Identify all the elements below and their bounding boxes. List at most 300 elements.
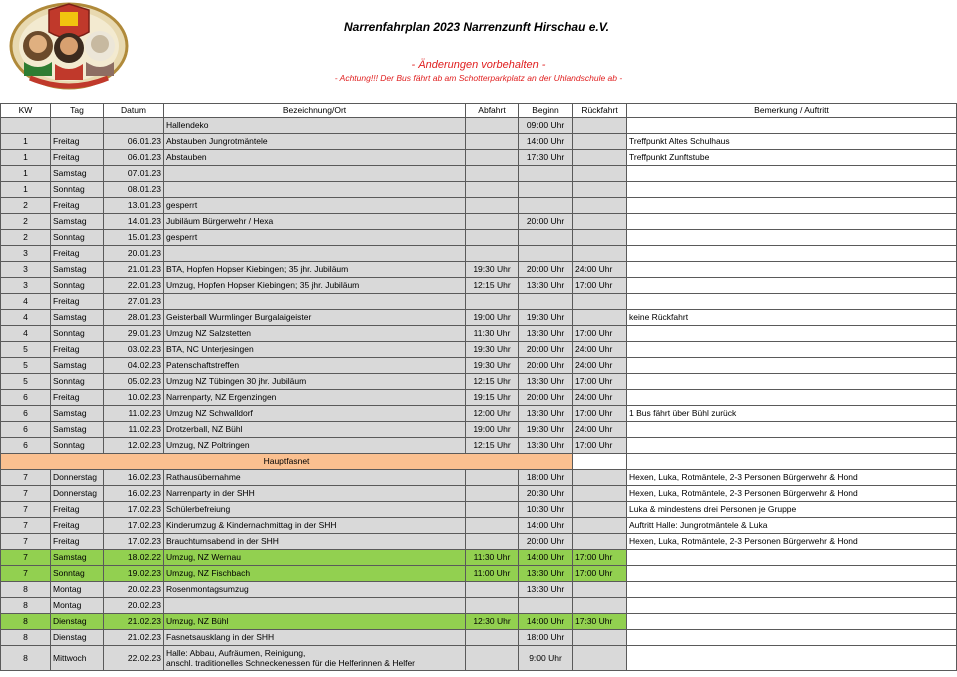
section-row — [1, 454, 957, 470]
cell-tag: Dienstag — [51, 630, 104, 646]
table-row — [1, 534, 957, 550]
table-row — [1, 390, 957, 406]
cell-tag: Samstag — [51, 310, 104, 326]
cell-bemerkung: Treffpunkt Altes Schulhaus — [627, 134, 957, 150]
cell-bezeichnung: Umzug NZ Tübingen 30 jhr. Jubiläum — [164, 374, 466, 390]
cell-bezeichnung: Abstauben Jungrotmäntele — [164, 134, 466, 150]
cell-rueckfahrt — [573, 534, 627, 550]
cell-abfahrt — [466, 182, 519, 198]
cell-beginn: 13:30 Uhr — [519, 438, 573, 454]
cell-bemerkung — [627, 438, 957, 454]
cell-abfahrt — [466, 534, 519, 550]
cell-rueckfahrt — [573, 470, 627, 486]
cell-tag: Sonntag — [51, 182, 104, 198]
cell-bezeichnung: Hallendeko — [164, 118, 466, 134]
cell-kw — [1, 118, 51, 134]
cell-kw: 2 — [1, 198, 51, 214]
cell-datum: 20.02.23 — [104, 582, 164, 598]
cell-datum: 14.01.23 — [104, 214, 164, 230]
cell-tag: Freitag — [51, 534, 104, 550]
cell-kw: 5 — [1, 374, 51, 390]
cell-tag: Sonntag — [51, 326, 104, 342]
cell-kw: 7 — [1, 534, 51, 550]
cell-abfahrt: 19:30 Uhr — [466, 358, 519, 374]
cell-datum: 19.02.23 — [104, 566, 164, 582]
schedule-table — [0, 103, 957, 671]
cell-datum: 05.02.23 — [104, 374, 164, 390]
cell-beginn: 20:00 Uhr — [519, 390, 573, 406]
cell-datum: 27.01.23 — [104, 294, 164, 310]
cell-rueckfahrt: 17:00 Uhr — [573, 326, 627, 342]
cell-rueckfahrt — [573, 598, 627, 614]
cell-rueckfahrt — [573, 182, 627, 198]
table-row — [1, 614, 957, 630]
cell-bemerkung: keine Rückfahrt — [627, 310, 957, 326]
cell-beginn: 13:30 Uhr — [519, 374, 573, 390]
cell-rueckfahrt — [573, 630, 627, 646]
cell-datum: 11.02.23 — [104, 406, 164, 422]
table-row — [1, 438, 957, 454]
cell-datum: 17.02.23 — [104, 502, 164, 518]
cell-datum: 29.01.23 — [104, 326, 164, 342]
cell-datum: 07.01.23 — [104, 166, 164, 182]
cell-tag: Freitag — [51, 390, 104, 406]
cell-tag: Sonntag — [51, 278, 104, 294]
section-filler — [573, 454, 627, 470]
cell-datum: 16.02.23 — [104, 470, 164, 486]
cell-kw: 1 — [1, 166, 51, 182]
cell-bemerkung — [627, 390, 957, 406]
cell-rueckfahrt: 24:00 Uhr — [573, 358, 627, 374]
cell-bezeichnung: Brauchtumsabend in der SHH — [164, 534, 466, 550]
cell-kw: 1 — [1, 134, 51, 150]
cell-beginn: 13:30 Uhr — [519, 326, 573, 342]
table-row — [1, 518, 957, 534]
column-header-bezeichnung: Bezeichnung/Ort — [164, 104, 466, 118]
cell-bezeichnung: gesperrt — [164, 198, 466, 214]
table-row — [1, 406, 957, 422]
cell-tag: Freitag — [51, 518, 104, 534]
cell-bezeichnung — [164, 166, 466, 182]
cell-datum: 20.02.23 — [104, 598, 164, 614]
cell-rueckfahrt — [573, 198, 627, 214]
cell-kw: 3 — [1, 262, 51, 278]
cell-abfahrt: 12:15 Uhr — [466, 438, 519, 454]
cell-bezeichnung: Patenschaftstreffen — [164, 358, 466, 374]
cell-tag: Samstag — [51, 166, 104, 182]
cell-datum: 17.02.23 — [104, 518, 164, 534]
cell-bezeichnung: BTA, NC Unterjesingen — [164, 342, 466, 358]
cell-rueckfahrt: 24:00 Uhr — [573, 262, 627, 278]
table-row — [1, 342, 957, 358]
cell-rueckfahrt — [573, 150, 627, 166]
cell-beginn: 10:30 Uhr — [519, 502, 573, 518]
cell-datum: 21.01.23 — [104, 262, 164, 278]
cell-beginn: 19:30 Uhr — [519, 422, 573, 438]
cell-bezeichnung: Umzug NZ Salzstetten — [164, 326, 466, 342]
cell-beginn: 09:00 Uhr — [519, 118, 573, 134]
cell-rueckfahrt: 24:00 Uhr — [573, 422, 627, 438]
cell-kw: 6 — [1, 390, 51, 406]
cell-bemerkung — [627, 198, 957, 214]
cell-rueckfahrt: 17:30 Uhr — [573, 614, 627, 630]
cell-beginn — [519, 198, 573, 214]
cell-bezeichnung — [164, 246, 466, 262]
cell-bezeichnung-line2: anschl. traditionelles Schneckenessen für die Helferinnen & Helfer — [166, 658, 415, 668]
cell-tag — [51, 118, 104, 134]
cell-beginn: 20:00 Uhr — [519, 358, 573, 374]
cell-bemerkung — [627, 166, 957, 182]
cell-beginn — [519, 598, 573, 614]
cell-beginn — [519, 230, 573, 246]
cell-tag: Dienstag — [51, 614, 104, 630]
cell-kw: 1 — [1, 150, 51, 166]
cell-abfahrt — [466, 166, 519, 182]
cell-bezeichnung: Umzug, Hopfen Hopser Kiebingen; 35 jhr. Jubiläum — [164, 278, 466, 294]
cell-abfahrt — [466, 502, 519, 518]
cell-bemerkung: 1 Bus fährt über Bühl zurück — [627, 406, 957, 422]
cell-bemerkung — [627, 630, 957, 646]
cell-bemerkung: Hexen, Luka, Rotmäntele, 2-3 Personen Bürgerwehr & Hond — [627, 534, 957, 550]
cell-rueckfahrt — [573, 118, 627, 134]
column-header-tag: Tag — [51, 104, 104, 118]
cell-bezeichnung: Umzug NZ Schwalldorf — [164, 406, 466, 422]
section-filler — [627, 454, 957, 470]
cell-rueckfahrt — [573, 518, 627, 534]
cell-bezeichnung-line1: Halle: Abbau, Aufräumen, Reinigung, — [166, 648, 306, 658]
table-row — [1, 502, 957, 518]
cell-kw: 1 — [1, 182, 51, 198]
cell-beginn: 20:00 Uhr — [519, 262, 573, 278]
table-row — [1, 118, 957, 134]
cell-datum: 11.02.23 — [104, 422, 164, 438]
cell-beginn: 13:30 Uhr — [519, 566, 573, 582]
cell-kw: 8 — [1, 630, 51, 646]
cell-tag: Sonntag — [51, 438, 104, 454]
cell-bezeichnung: Abstauben — [164, 150, 466, 166]
cell-bezeichnung — [164, 598, 466, 614]
cell-bezeichnung: Jubiläum Bürgerwehr / Hexa — [164, 214, 466, 230]
cell-kw: 4 — [1, 326, 51, 342]
cell-tag: Samstag — [51, 422, 104, 438]
section-label: Hauptfasnet — [1, 454, 573, 470]
table-row — [1, 230, 957, 246]
cell-bezeichnung: Umzug, NZ Fischbach — [164, 566, 466, 582]
bus-departure-notice: - Achtung!!! Der Bus fährt ab am Schotterparkplatz an der Uhlandschule ab - — [334, 73, 623, 83]
cell-abfahrt — [466, 246, 519, 262]
cell-datum: 08.01.23 — [104, 182, 164, 198]
cell-kw: 4 — [1, 294, 51, 310]
cell-beginn: 14:00 Uhr — [519, 134, 573, 150]
cell-tag: Freitag — [51, 134, 104, 150]
cell-beginn: 17:30 Uhr — [519, 150, 573, 166]
cell-kw: 7 — [1, 550, 51, 566]
cell-abfahrt: 12:30 Uhr — [466, 614, 519, 630]
cell-kw: 5 — [1, 342, 51, 358]
cell-datum: 04.02.23 — [104, 358, 164, 374]
cell-beginn — [519, 246, 573, 262]
cell-bezeichnung: Rathausübernahme — [164, 470, 466, 486]
cell-bezeichnung: Geisterball Wurmlinger Burgalaigeister — [164, 310, 466, 326]
table-row — [1, 278, 957, 294]
cell-tag: Donnerstag — [51, 470, 104, 486]
cell-rueckfahrt: 17:00 Uhr — [573, 550, 627, 566]
cell-datum: 28.01.23 — [104, 310, 164, 326]
cell-bemerkung — [627, 342, 957, 358]
cell-bemerkung — [627, 262, 957, 278]
cell-datum: 17.02.23 — [104, 534, 164, 550]
cell-kw: 6 — [1, 438, 51, 454]
cell-kw: 6 — [1, 406, 51, 422]
cell-beginn: 14:00 Uhr — [519, 550, 573, 566]
cell-abfahrt — [466, 518, 519, 534]
cell-beginn: 13:30 Uhr — [519, 582, 573, 598]
cell-abfahrt: 11:30 Uhr — [466, 326, 519, 342]
cell-bemerkung — [627, 646, 957, 671]
cell-tag: Freitag — [51, 246, 104, 262]
cell-tag: Samstag — [51, 214, 104, 230]
cell-rueckfahrt: 17:00 Uhr — [573, 566, 627, 582]
column-header-bemerkung: Bemerkung / Auftritt — [627, 104, 957, 118]
cell-bemerkung — [627, 422, 957, 438]
cell-abfahrt — [466, 118, 519, 134]
cell-bezeichnung — [164, 294, 466, 310]
cell-bezeichnung: BTA, Hopfen Hopser Kiebingen; 35 jhr. Jubiläum — [164, 262, 466, 278]
cell-rueckfahrt — [573, 646, 627, 671]
cell-rueckfahrt: 17:00 Uhr — [573, 374, 627, 390]
cell-abfahrt — [466, 486, 519, 502]
cell-beginn: 13:30 Uhr — [519, 278, 573, 294]
cell-datum: 21.02.23 — [104, 630, 164, 646]
cell-bezeichnung: Rosenmontagsumzug — [164, 582, 466, 598]
table-row — [1, 550, 957, 566]
cell-bemerkung — [627, 214, 957, 230]
cell-datum: 03.02.23 — [104, 342, 164, 358]
cell-abfahrt: 12:00 Uhr — [466, 406, 519, 422]
cell-kw: 3 — [1, 278, 51, 294]
cell-beginn — [519, 182, 573, 198]
cell-bezeichnung: Fasnetsausklang in der SHH — [164, 630, 466, 646]
cell-beginn — [519, 166, 573, 182]
cell-beginn: 14:00 Uhr — [519, 614, 573, 630]
cell-tag: Freitag — [51, 150, 104, 166]
cell-kw: 2 — [1, 214, 51, 230]
cell-tag: Samstag — [51, 550, 104, 566]
cell-beginn: 20:00 Uhr — [519, 342, 573, 358]
page-title: Narrenfahrplan 2023 Narrenzunft Hirschau e.V. — [344, 20, 609, 34]
cell-kw: 7 — [1, 486, 51, 502]
cell-beginn: 18:00 Uhr — [519, 630, 573, 646]
cell-bezeichnung — [164, 182, 466, 198]
cell-bemerkung — [627, 246, 957, 262]
cell-beginn: 20:30 Uhr — [519, 486, 573, 502]
cell-abfahrt: 19:00 Uhr — [466, 310, 519, 326]
cell-bemerkung — [627, 118, 957, 134]
cell-bezeichnung: Umzug, NZ Poltringen — [164, 438, 466, 454]
cell-datum: 21.02.23 — [104, 614, 164, 630]
table-row — [1, 470, 957, 486]
cell-abfahrt — [466, 630, 519, 646]
cell-rueckfahrt — [573, 166, 627, 182]
cell-tag: Samstag — [51, 406, 104, 422]
cell-beginn: 20:00 Uhr — [519, 214, 573, 230]
cell-bemerkung — [627, 278, 957, 294]
cell-datum: 16.02.23 — [104, 486, 164, 502]
cell-kw: 7 — [1, 566, 51, 582]
column-header-beginn: Beginn — [519, 104, 573, 118]
cell-rueckfahrt — [573, 230, 627, 246]
cell-abfahrt: 19:30 Uhr — [466, 262, 519, 278]
cell-rueckfahrt: 17:00 Uhr — [573, 406, 627, 422]
cell-tag: Donnerstag — [51, 486, 104, 502]
cell-bezeichnung: Schülerbefreiung — [164, 502, 466, 518]
cell-bemerkung: Auftritt Halle: Jungrotmäntele & Luka — [627, 518, 957, 534]
cell-bemerkung — [627, 614, 957, 630]
cell-bemerkung: Luka & mindestens drei Personen je Gruppe — [627, 502, 957, 518]
cell-bezeichnung: Drotzerball, NZ Bühl — [164, 422, 466, 438]
table-row — [1, 294, 957, 310]
cell-rueckfahrt: 17:00 Uhr — [573, 438, 627, 454]
cell-abfahrt: 12:15 Uhr — [466, 278, 519, 294]
table-row — [1, 150, 957, 166]
cell-tag: Samstag — [51, 262, 104, 278]
table-row — [1, 214, 957, 230]
cell-bemerkung — [627, 550, 957, 566]
table-row — [1, 134, 957, 150]
cell-abfahrt: 11:00 Uhr — [466, 566, 519, 582]
table-row — [1, 598, 957, 614]
table-row — [1, 262, 957, 278]
cell-abfahrt: 19:30 Uhr — [466, 342, 519, 358]
cell-bemerkung — [627, 374, 957, 390]
cell-datum: 13.01.23 — [104, 198, 164, 214]
table-row — [1, 486, 957, 502]
column-header-rueckfahrt: Rückfahrt — [573, 104, 627, 118]
table-row — [1, 646, 957, 671]
cell-rueckfahrt — [573, 502, 627, 518]
cell-tag: Freitag — [51, 198, 104, 214]
cell-kw: 8 — [1, 582, 51, 598]
cell-abfahrt: 19:00 Uhr — [466, 422, 519, 438]
table-row — [1, 422, 957, 438]
cell-rueckfahrt — [573, 134, 627, 150]
cell-kw: 7 — [1, 502, 51, 518]
cell-bemerkung — [627, 358, 957, 374]
table-row — [1, 582, 957, 598]
cell-bemerkung — [627, 598, 957, 614]
cell-rueckfahrt: 17:00 Uhr — [573, 278, 627, 294]
cell-rueckfahrt: 24:00 Uhr — [573, 342, 627, 358]
cell-beginn: 18:00 Uhr — [519, 470, 573, 486]
table-header-row — [1, 104, 957, 118]
cell-tag: Freitag — [51, 294, 104, 310]
cell-abfahrt — [466, 198, 519, 214]
cell-bezeichnung: Narrenparty in der SHH — [164, 486, 466, 502]
cell-tag: Montag — [51, 582, 104, 598]
cell-abfahrt — [466, 294, 519, 310]
cell-kw: 8 — [1, 614, 51, 630]
cell-datum: 18.02.22 — [104, 550, 164, 566]
cell-kw: 2 — [1, 230, 51, 246]
column-header-kw: KW — [1, 104, 51, 118]
changes-reserved-note: - Änderungen vorbehalten - — [411, 59, 546, 71]
cell-bezeichnung: gesperrt — [164, 230, 466, 246]
table-row — [1, 198, 957, 214]
cell-beginn: 13:30 Uhr — [519, 406, 573, 422]
cell-datum: 15.01.23 — [104, 230, 164, 246]
column-header-datum: Datum — [104, 104, 164, 118]
cell-abfahrt — [466, 582, 519, 598]
cell-bezeichnung: Umzug, NZ Wernau — [164, 550, 466, 566]
cell-rueckfahrt — [573, 246, 627, 262]
cell-beginn: 14:00 Uhr — [519, 518, 573, 534]
cell-datum: 06.01.23 — [104, 134, 164, 150]
cell-bezeichnung: Umzug, NZ Bühl — [164, 614, 466, 630]
table-row — [1, 310, 957, 326]
cell-rueckfahrt — [573, 294, 627, 310]
cell-datum: 10.02.23 — [104, 390, 164, 406]
cell-tag: Freitag — [51, 502, 104, 518]
cell-tag: Mittwoch — [51, 646, 104, 671]
cell-datum — [104, 118, 164, 134]
table-row — [1, 182, 957, 198]
cell-bemerkung — [627, 566, 957, 582]
cell-abfahrt — [466, 230, 519, 246]
cell-kw: 8 — [1, 646, 51, 671]
table-row — [1, 358, 957, 374]
cell-datum: 06.01.23 — [104, 150, 164, 166]
cell-tag: Montag — [51, 598, 104, 614]
cell-tag: Sonntag — [51, 566, 104, 582]
cell-beginn — [519, 294, 573, 310]
cell-beginn: 9:00 Uhr — [519, 646, 573, 671]
cell-datum: 22.02.23 — [104, 646, 164, 671]
cell-abfahrt: 11:30 Uhr — [466, 550, 519, 566]
table-row — [1, 630, 957, 646]
cell-kw: 7 — [1, 470, 51, 486]
cell-abfahrt — [466, 214, 519, 230]
cell-abfahrt — [466, 150, 519, 166]
cell-bemerkung — [627, 326, 957, 342]
cell-tag: Freitag — [51, 342, 104, 358]
cell-datum: 12.02.23 — [104, 438, 164, 454]
cell-abfahrt — [466, 598, 519, 614]
cell-abfahrt: 19:15 Uhr — [466, 390, 519, 406]
cell-abfahrt — [466, 646, 519, 671]
table-row — [1, 246, 957, 262]
cell-bemerkung: Hexen, Luka, Rotmäntele, 2-3 Personen Bürgerwehr & Hond — [627, 470, 957, 486]
cell-abfahrt: 12:15 Uhr — [466, 374, 519, 390]
cell-bemerkung: Treffpunkt Zunftstube — [627, 150, 957, 166]
cell-datum: 20.01.23 — [104, 246, 164, 262]
cell-tag: Sonntag — [51, 230, 104, 246]
cell-bemerkung — [627, 582, 957, 598]
cell-bemerkung — [627, 230, 957, 246]
cell-tag: Samstag — [51, 358, 104, 374]
cell-beginn: 19:30 Uhr — [519, 310, 573, 326]
cell-bemerkung — [627, 182, 957, 198]
cell-tag: Sonntag — [51, 374, 104, 390]
cell-datum: 22.01.23 — [104, 278, 164, 294]
cell-bezeichnung: Narrenparty, NZ Ergenzingen — [164, 390, 466, 406]
table-row — [1, 566, 957, 582]
cell-rueckfahrt — [573, 310, 627, 326]
cell-kw: 7 — [1, 518, 51, 534]
cell-rueckfahrt: 24:00 Uhr — [573, 390, 627, 406]
column-header-abfahrt: Abfahrt — [466, 104, 519, 118]
table-row — [1, 166, 957, 182]
cell-bemerkung — [627, 294, 957, 310]
